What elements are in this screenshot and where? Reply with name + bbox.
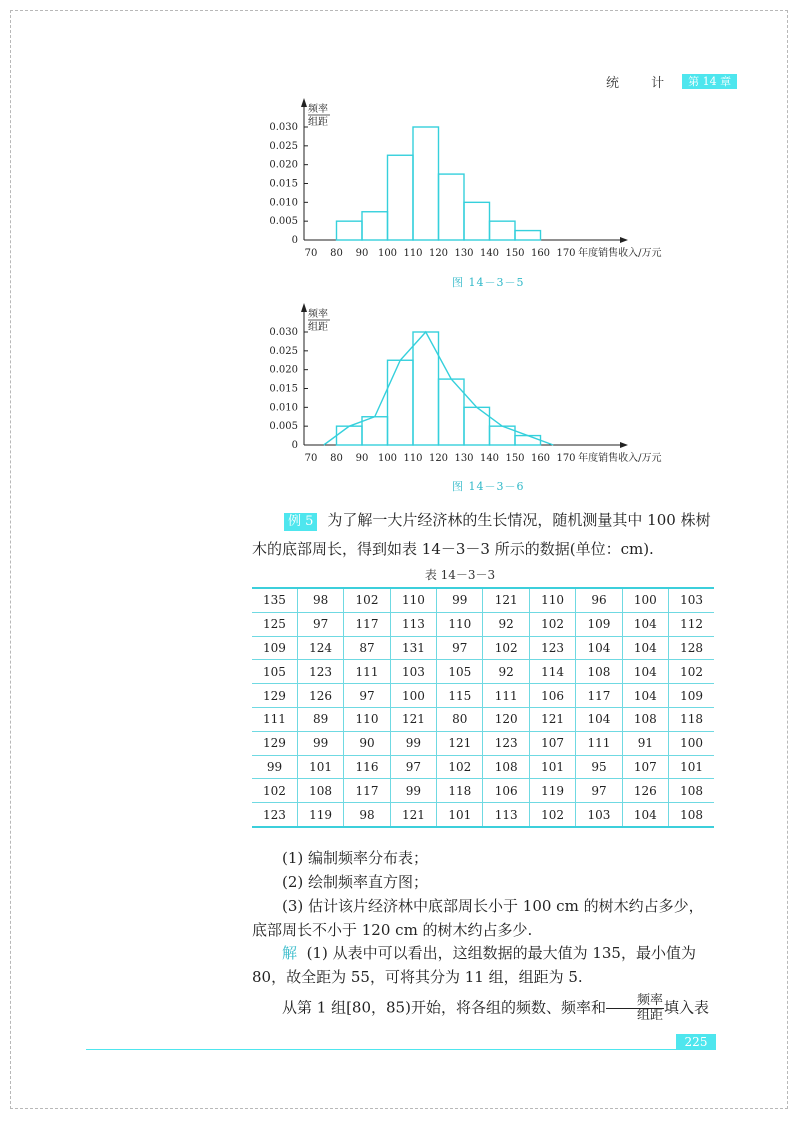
question-1-text: (1) 编制频率分布表； bbox=[282, 849, 429, 867]
table-cell: 109 bbox=[252, 636, 297, 660]
table-cell: 101 bbox=[437, 803, 483, 827]
x-tick-label: 100 bbox=[377, 248, 398, 259]
table-cell: 129 bbox=[252, 684, 297, 708]
table-cell: 107 bbox=[622, 755, 668, 779]
table-cell: 97 bbox=[576, 779, 622, 803]
table-cell: 123 bbox=[297, 660, 343, 684]
y-tick-label: 0.015 bbox=[269, 178, 298, 190]
fraction-denominator: 组距 bbox=[636, 1008, 663, 1023]
table-cell: 102 bbox=[529, 803, 575, 827]
histogram-figure-14-3-6 bbox=[250, 300, 720, 475]
table-cell: 111 bbox=[252, 707, 297, 731]
table-row bbox=[252, 636, 714, 660]
table-row bbox=[252, 803, 714, 827]
question-2-text: (2) 绘制频率直方图； bbox=[282, 873, 429, 891]
table-cell: 104 bbox=[622, 684, 668, 708]
table-cell: 118 bbox=[437, 779, 483, 803]
x-axis-label: 年度销售收入/万元 bbox=[578, 453, 662, 464]
table-cell: 123 bbox=[483, 731, 529, 755]
table-cell: 98 bbox=[344, 803, 390, 827]
y-axis-arrow bbox=[301, 303, 307, 312]
x-axis-arrow bbox=[620, 237, 628, 243]
solution-line-1: (1) 从表中可以看出，这组数据的最大值为 135，最小值为 80，故全距为 55，可将其分为 11 组，组距为 5. bbox=[252, 944, 696, 986]
x-tick-label: 70 bbox=[304, 248, 318, 259]
table-cell: 99 bbox=[437, 588, 483, 612]
table-cell: 97 bbox=[344, 684, 390, 708]
x-axis-label: 年度销售收入/万元 bbox=[578, 248, 662, 259]
table-row bbox=[252, 731, 714, 755]
x-tick-label: 120 bbox=[428, 248, 449, 259]
table-cell: 128 bbox=[669, 636, 714, 660]
histogram-bar bbox=[337, 426, 363, 445]
question-1 bbox=[252, 846, 716, 870]
table-cell: 102 bbox=[344, 588, 390, 612]
x-tick-label: 110 bbox=[403, 453, 423, 464]
table-cell: 80 bbox=[437, 707, 483, 731]
table-row bbox=[252, 755, 714, 779]
table-cell: 135 bbox=[252, 588, 297, 612]
x-tick-label: 150 bbox=[505, 453, 525, 464]
table-cell: 123 bbox=[252, 803, 297, 827]
example-5-statement bbox=[252, 506, 722, 564]
solution-line-2-pre: 从第 1 组[80，85)开始，将各组的频数、频率和 bbox=[282, 998, 606, 1017]
y-tick-label: 0.025 bbox=[269, 140, 298, 152]
table-cell: 106 bbox=[529, 684, 575, 708]
table-cell: 109 bbox=[576, 612, 622, 636]
table-cell: 120 bbox=[483, 707, 529, 731]
table-cell: 119 bbox=[529, 779, 575, 803]
x-tick-label: 170 bbox=[556, 453, 576, 464]
table-cell: 91 bbox=[622, 731, 668, 755]
figure-caption-14-3-6: 图 14－3－6 bbox=[452, 480, 525, 493]
histogram-bar bbox=[464, 202, 490, 240]
table-cell: 126 bbox=[622, 779, 668, 803]
histogram-bar bbox=[490, 221, 516, 240]
table-cell: 104 bbox=[576, 707, 622, 731]
y-tick-label: 0.030 bbox=[269, 327, 298, 338]
y-tick-label: 0.010 bbox=[269, 402, 298, 414]
x-tick-label: 80 bbox=[330, 248, 343, 259]
table-cell: 104 bbox=[622, 803, 668, 827]
table-cell: 99 bbox=[390, 731, 436, 755]
table-cell: 108 bbox=[297, 779, 343, 803]
figure-caption-14-3-5: 图 14－3－5 bbox=[452, 276, 525, 289]
table-cell: 110 bbox=[344, 707, 390, 731]
table-cell: 99 bbox=[252, 755, 297, 779]
header-chapter-badge: 第 14 章 bbox=[682, 74, 737, 89]
table-cell: 108 bbox=[669, 803, 714, 827]
table-cell: 111 bbox=[483, 684, 529, 708]
table-cell: 118 bbox=[669, 707, 714, 731]
table-cell: 100 bbox=[669, 731, 714, 755]
y-tick-label: 0.025 bbox=[269, 345, 298, 357]
table-cell: 97 bbox=[437, 636, 483, 660]
histogram-bar bbox=[337, 221, 363, 240]
table-cell: 100 bbox=[622, 588, 668, 612]
table-row bbox=[252, 684, 714, 708]
example-text: 为了解一大片经济林的生长情况，随机测量其中 100 株树木的底部周长，得到如表 14－3－3 所示的数据(单位：cm). bbox=[252, 511, 711, 558]
table-row bbox=[252, 707, 714, 731]
table-cell: 113 bbox=[390, 612, 436, 636]
table-cell: 102 bbox=[437, 755, 483, 779]
table-cell: 113 bbox=[483, 803, 529, 827]
histogram-bar bbox=[515, 231, 541, 240]
histogram-bar bbox=[388, 360, 414, 445]
table-cell: 96 bbox=[576, 588, 622, 612]
y-tick-label: 0.020 bbox=[269, 159, 298, 171]
data-table bbox=[252, 587, 714, 828]
x-tick-label: 130 bbox=[454, 453, 474, 464]
table-cell: 92 bbox=[483, 660, 529, 684]
table-cell: 87 bbox=[344, 636, 390, 660]
table-cell: 99 bbox=[390, 779, 436, 803]
table-cell: 126 bbox=[297, 684, 343, 708]
table-cell: 106 bbox=[483, 779, 529, 803]
table-cell: 121 bbox=[483, 588, 529, 612]
y-axis-label-top: 频率 bbox=[308, 309, 328, 320]
table-cell: 102 bbox=[529, 612, 575, 636]
histogram-figure-14-3-5 bbox=[250, 95, 720, 270]
table-cell: 95 bbox=[576, 755, 622, 779]
y-tick-label: 0.005 bbox=[269, 421, 298, 433]
y-tick-label: 0 bbox=[291, 235, 298, 246]
histogram-bar bbox=[439, 174, 465, 240]
table-cell: 104 bbox=[622, 660, 668, 684]
histogram-bar bbox=[362, 417, 388, 445]
histogram-bar bbox=[388, 155, 414, 240]
x-tick-label: 100 bbox=[377, 453, 398, 464]
table-cell: 117 bbox=[576, 684, 622, 708]
table-cell: 121 bbox=[390, 707, 436, 731]
table-cell: 116 bbox=[344, 755, 390, 779]
table-cell: 105 bbox=[252, 660, 297, 684]
table-cell: 102 bbox=[669, 660, 714, 684]
table-cell: 114 bbox=[529, 660, 575, 684]
x-tick-label: 90 bbox=[355, 453, 369, 464]
question-3-text: (3) 估计该片经济林中底部周长小于 100 cm 的树木约占多少，底部周长不小于 120 cm 的树木约占多少. bbox=[252, 897, 704, 939]
x-tick-label: 130 bbox=[454, 248, 474, 259]
histogram-bar bbox=[362, 212, 388, 240]
y-tick-label: 0.015 bbox=[269, 383, 298, 395]
solution-line-2-post: 填入表 bbox=[663, 998, 709, 1017]
table-cell: 90 bbox=[344, 731, 390, 755]
table-cell: 115 bbox=[437, 684, 483, 708]
table-cell: 97 bbox=[297, 612, 343, 636]
table-cell: 103 bbox=[390, 660, 436, 684]
table-cell: 99 bbox=[297, 731, 343, 755]
table-cell: 121 bbox=[390, 803, 436, 827]
solution-part-1 bbox=[252, 941, 716, 989]
table-cell: 129 bbox=[252, 731, 297, 755]
x-tick-label: 160 bbox=[530, 248, 551, 259]
table-cell: 104 bbox=[622, 636, 668, 660]
table-title: 表 14－3－3 bbox=[424, 568, 496, 582]
table-cell: 110 bbox=[390, 588, 436, 612]
table-cell: 121 bbox=[529, 707, 575, 731]
table-cell: 119 bbox=[297, 803, 343, 827]
table-cell: 102 bbox=[483, 636, 529, 660]
table-cell: 101 bbox=[297, 755, 343, 779]
table-cell: 124 bbox=[297, 636, 343, 660]
table-cell: 105 bbox=[437, 660, 483, 684]
table-cell: 102 bbox=[252, 779, 297, 803]
running-header bbox=[606, 73, 737, 89]
solution-label: 解 bbox=[282, 944, 298, 962]
table-row bbox=[252, 779, 714, 803]
y-tick-label: 0 bbox=[291, 440, 298, 451]
table-cell: 125 bbox=[252, 612, 297, 636]
x-tick-label: 150 bbox=[505, 248, 525, 259]
x-tick-label: 160 bbox=[530, 453, 551, 464]
page-number: 225 bbox=[676, 1034, 716, 1050]
y-axis-arrow bbox=[301, 98, 307, 107]
table-row bbox=[252, 612, 714, 636]
y-tick-label: 0.005 bbox=[269, 216, 298, 228]
table-cell: 103 bbox=[669, 588, 714, 612]
table-cell: 101 bbox=[529, 755, 575, 779]
table-cell: 131 bbox=[390, 636, 436, 660]
table-cell: 109 bbox=[669, 684, 714, 708]
x-tick-label: 140 bbox=[479, 453, 500, 464]
question-3 bbox=[252, 894, 716, 942]
table-cell: 104 bbox=[622, 612, 668, 636]
table-cell: 101 bbox=[669, 755, 714, 779]
x-tick-label: 110 bbox=[403, 248, 423, 259]
table-cell: 117 bbox=[344, 612, 390, 636]
table-cell: 110 bbox=[529, 588, 575, 612]
table-cell: 112 bbox=[669, 612, 714, 636]
table-cell: 104 bbox=[576, 636, 622, 660]
y-axis-label-bottom: 组距 bbox=[308, 322, 328, 333]
histogram-bar bbox=[464, 407, 490, 445]
question-2 bbox=[252, 870, 716, 894]
x-tick-label: 120 bbox=[428, 453, 449, 464]
x-tick-label: 170 bbox=[556, 248, 576, 259]
table-cell: 121 bbox=[437, 731, 483, 755]
y-axis-label-top: 频率 bbox=[308, 104, 328, 115]
solution-part-2 bbox=[252, 994, 716, 1023]
x-axis-arrow bbox=[620, 442, 628, 448]
histogram-bar bbox=[413, 127, 439, 240]
fraction-numerator: 频率 bbox=[606, 994, 664, 1009]
table-cell: 108 bbox=[669, 779, 714, 803]
table-cell: 98 bbox=[297, 588, 343, 612]
example-tag: 例 5 bbox=[284, 513, 317, 531]
y-axis-label-bottom: 组距 bbox=[308, 117, 328, 128]
footer-rule bbox=[86, 1049, 716, 1050]
table-cell: 123 bbox=[529, 636, 575, 660]
table-cell: 111 bbox=[576, 731, 622, 755]
table-cell: 108 bbox=[483, 755, 529, 779]
table-cell: 103 bbox=[576, 803, 622, 827]
x-tick-label: 70 bbox=[304, 453, 318, 464]
header-section-label: 统 计 bbox=[606, 75, 679, 91]
table-cell: 117 bbox=[344, 779, 390, 803]
fraction-frequency-over-width bbox=[606, 994, 664, 1023]
table-cell: 108 bbox=[622, 707, 668, 731]
table-cell: 89 bbox=[297, 707, 343, 731]
y-tick-label: 0.020 bbox=[269, 364, 298, 376]
y-tick-label: 0.010 bbox=[269, 197, 298, 209]
table-cell: 100 bbox=[390, 684, 436, 708]
table-cell: 107 bbox=[529, 731, 575, 755]
table-cell: 92 bbox=[483, 612, 529, 636]
x-tick-label: 90 bbox=[355, 248, 369, 259]
x-tick-label: 140 bbox=[479, 248, 500, 259]
x-tick-label: 80 bbox=[330, 453, 343, 464]
table-row bbox=[252, 660, 714, 684]
table-cell: 108 bbox=[576, 660, 622, 684]
table-row bbox=[252, 588, 714, 612]
table-cell: 111 bbox=[344, 660, 390, 684]
y-tick-label: 0.030 bbox=[269, 122, 298, 133]
table-cell: 110 bbox=[437, 612, 483, 636]
histogram-bar bbox=[515, 436, 541, 445]
table-cell: 97 bbox=[390, 755, 436, 779]
